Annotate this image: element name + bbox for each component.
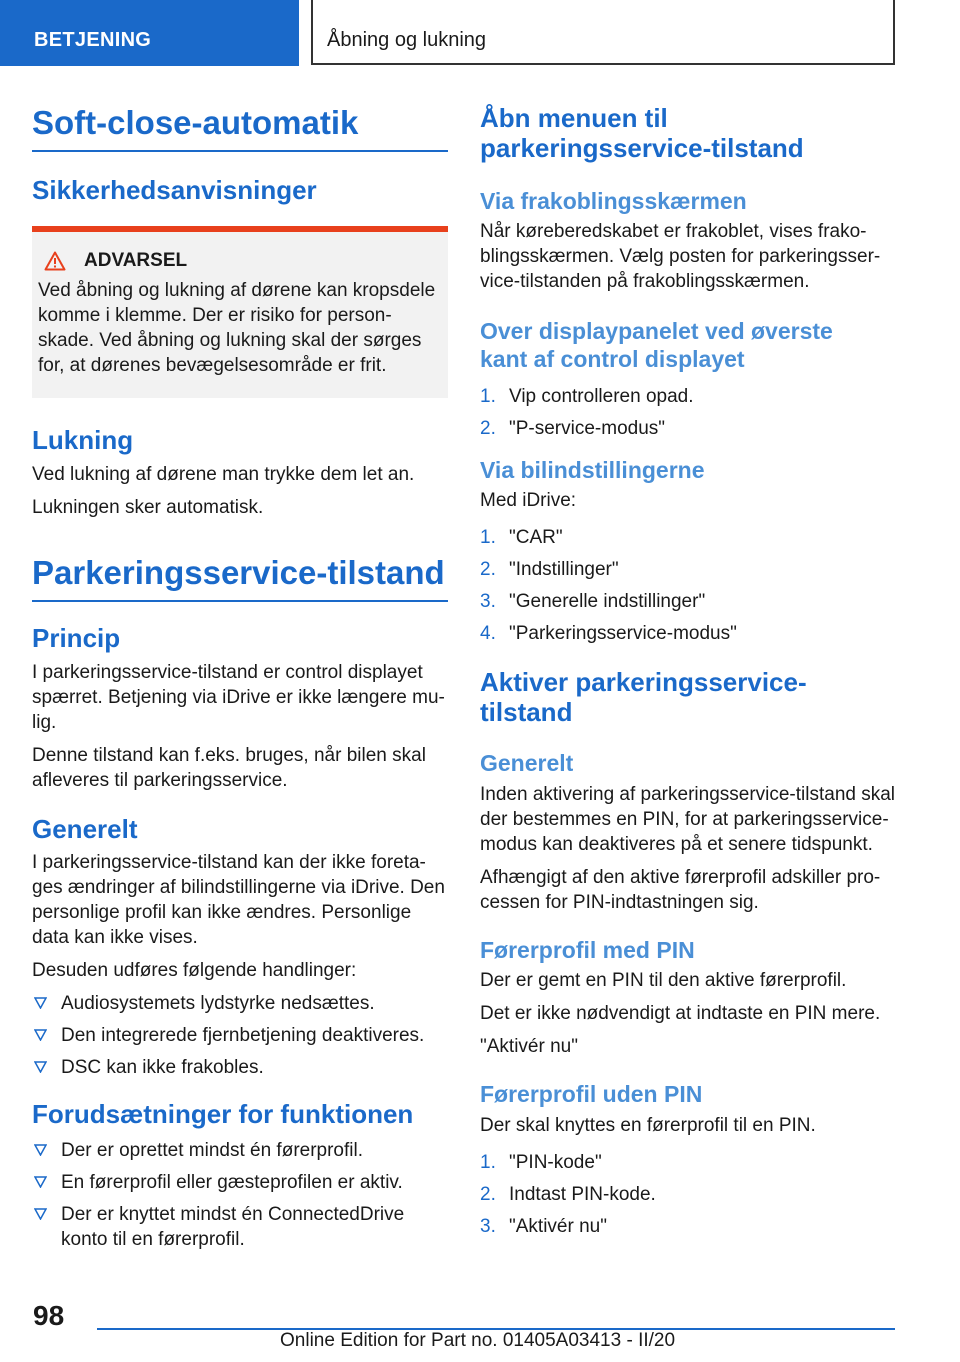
generelt-bullet-list [32, 991, 448, 1080]
list-item [32, 1138, 448, 1163]
left-column [32, 100, 448, 1259]
heading-safety: Sikkerhedsanvisninger [32, 174, 317, 205]
heading-line: kant af control displayet [480, 345, 745, 372]
step-text: "CAR" [509, 527, 563, 549]
chapter-title: Åbning og lukning [311, 0, 895, 65]
princip-line: Denne tilstand kan f.eks. bruges, når bilen skal [32, 744, 426, 766]
warning-title-text: ADVARSEL [84, 249, 188, 271]
heading-aktiver [480, 668, 896, 728]
list-item [480, 384, 896, 409]
heading-line: tilstand [480, 697, 573, 728]
step-text: "Aktivér nu" [509, 1215, 607, 1237]
step-number: 3. [480, 591, 496, 613]
warning-line: for, at dørenes bevægelsesområde er frit. [38, 354, 387, 376]
med-pin-text-1: Der er gemt en PIN til den aktive førerprofil. [480, 970, 847, 992]
heading-princip: Princip [32, 622, 121, 653]
step-text: "PIN-kode" [509, 1151, 602, 1173]
warning-line: komme i klemme. Der er risiko for person- [38, 304, 392, 326]
heading-uden-pin: Førerprofil uden PIN [480, 1081, 703, 1108]
princip-paragraph-2 [32, 743, 448, 793]
heading-line: Over displaypanelet ved øverste [480, 318, 833, 345]
bullet-text: Audiosystemets lydstyrke nedsættes. [61, 993, 375, 1015]
warning-title [38, 250, 440, 272]
list-item [480, 621, 896, 646]
step-number: 1. [480, 385, 496, 407]
list-item [480, 589, 896, 614]
step-number: 1. [480, 527, 496, 549]
lukning-text-1: Ved lukning af dørene man trykke dem let an. [32, 463, 415, 485]
triangle-bullet-icon [34, 1061, 47, 1073]
list-item [480, 1182, 896, 1207]
heading-open-menu [480, 104, 896, 164]
warning-line: skade. Ved åbning og lukning skal der sørges [38, 329, 422, 351]
princip-line: afleveres til parkeringsservice. [32, 769, 288, 791]
via-frak-line: Når køreberedskabet er frakoblet, vises frako- [480, 221, 867, 243]
step-number: 2. [480, 1183, 496, 1205]
over-steps-list [480, 384, 896, 441]
heading-parking: Parkeringsservice-tilstand [32, 554, 448, 602]
via-bil-steps-list [480, 525, 896, 646]
via-frak-line: vice-tilstanden på frakoblingsskærmen. [480, 271, 810, 293]
uden-pin-text: Der skal knyttes en førerprofil til en PIN. [480, 1114, 816, 1136]
step-number: 2. [480, 559, 496, 581]
via-frak-paragraph [480, 219, 896, 294]
heading-via-frakobling: Via frakoblingsskærmen [480, 187, 747, 214]
step-text: Indtast PIN-kode. [509, 1183, 656, 1205]
list-item [480, 1214, 896, 1239]
triangle-bullet-icon [34, 1208, 47, 1220]
triangle-bullet-icon [34, 1144, 47, 1156]
footer-edition: Online Edition for Part no. 01405A03413 - II/20 [280, 1330, 676, 1351]
generelt-line: Afhængigt af den aktive førerprofil adskiller pro- [480, 866, 881, 888]
princip-line: spærret. Betjening via iDrive er ikke længere mu- [32, 686, 445, 708]
list-item [480, 557, 896, 582]
bullet-text: Der er oprettet mindst én førerprofil. [61, 1140, 363, 1162]
step-number: 4. [480, 623, 496, 645]
forud-bullet-list [32, 1138, 448, 1252]
step-text: "Generelle indstillinger" [509, 591, 706, 613]
heading-forudsaetninger: Forudsætninger for funktionen [32, 1099, 414, 1130]
section-tab: BETJENING [0, 0, 299, 66]
generelt-line: I parkeringsservice-tilstand kan der ikke foreta- [32, 852, 426, 874]
generelt-line: personlige profil kan ikke ændres. Personlige [32, 902, 412, 924]
list-item [480, 416, 896, 441]
via-bil-text: Med iDrive: [480, 490, 577, 512]
princip-paragraph [32, 660, 448, 735]
triangle-bullet-icon [34, 1176, 47, 1188]
via-frak-line: blingsskærmen. Vælg posten for parkeringsser- [480, 246, 881, 268]
list-item [480, 525, 896, 550]
generelt-line: cessen for PIN-indtastningen sig. [480, 891, 759, 913]
warning-box [32, 226, 448, 398]
heading-line: Aktiver parkeringsservice- [480, 667, 807, 698]
list-item [32, 1055, 448, 1080]
generelt-right-paragraph [480, 782, 896, 857]
triangle-bullet-icon [34, 1029, 47, 1041]
med-pin-text-2: Det er ikke nødvendigt at indtaste en PIN mere. [480, 1003, 881, 1025]
lukning-text-2: Lukningen sker automatisk. [32, 496, 264, 518]
generelt-paragraph [32, 850, 448, 950]
princip-line: lig. [32, 711, 57, 733]
generelt-line: der bestemmes en PIN, for at parkeringsservice- [480, 808, 889, 830]
step-text: "Parkeringsservice-modus" [509, 623, 737, 645]
list-item [32, 1202, 448, 1252]
med-pin-text-3: "Aktivér nu" [480, 1036, 578, 1058]
generelt-line: ges ændringer af bilindstillingerne via iDrive. Den [32, 877, 445, 899]
heading-softclose: Soft-close-automatik [32, 104, 448, 152]
generelt-line: modus kan deaktiveres på et senere tidspunkt. [480, 833, 873, 855]
page-number: 98 [33, 1300, 65, 1331]
list-item [32, 991, 448, 1016]
bullet-text: Den integrerede fjernbetjening deaktiveres. [61, 1025, 425, 1047]
heading-line: Åbn menuen til [480, 103, 668, 133]
right-column [480, 100, 896, 1246]
generelt-line: Inden aktivering af parkeringsservice-tilstand skal [480, 783, 896, 805]
list-item [480, 1150, 896, 1175]
heading-med-pin: Førerprofil med PIN [480, 936, 695, 963]
princip-line: I parkeringsservice-tilstand er control displayet [32, 661, 423, 683]
list-item [32, 1023, 448, 1048]
page-header [0, 0, 960, 66]
generelt-right-paragraph-2 [480, 865, 896, 915]
bullet-text: En førerprofil eller gæsteprofilen er aktiv. [61, 1172, 403, 1194]
step-text: "P-service-modus" [509, 417, 666, 439]
bullet-text: Der er knyttet mindst én ConnectedDrive [61, 1204, 405, 1226]
step-text: Vip controlleren opad. [509, 385, 694, 407]
heading-line: parkeringsservice-tilstand [480, 132, 804, 163]
triangle-bullet-icon [34, 997, 47, 1009]
step-text: "Indstillinger" [509, 559, 619, 581]
bullet-text: konto til en førerprofil. [61, 1229, 245, 1251]
uden-pin-steps-list [480, 1150, 896, 1239]
step-number: 2. [480, 417, 496, 439]
generelt-line: data kan ikke vises. [32, 927, 198, 949]
heading-over-display [480, 318, 896, 373]
list-item [32, 1170, 448, 1195]
heading-generelt-right: Generelt [480, 749, 574, 776]
step-number: 3. [480, 1215, 496, 1237]
heading-lukning: Lukning [32, 424, 134, 455]
step-number: 1. [480, 1151, 496, 1173]
generelt-text-2: Desuden udføres følgende handlinger: [32, 960, 357, 982]
heading-via-bilindstillinger: Via bilindstillingerne [480, 456, 705, 483]
warning-line: Ved åbning og lukning af dørene kan kropsdele [38, 279, 436, 301]
bullet-text: DSC kan ikke frakobles. [61, 1057, 264, 1079]
heading-generelt: Generelt [32, 813, 138, 844]
warning-triangle-icon [44, 251, 66, 271]
